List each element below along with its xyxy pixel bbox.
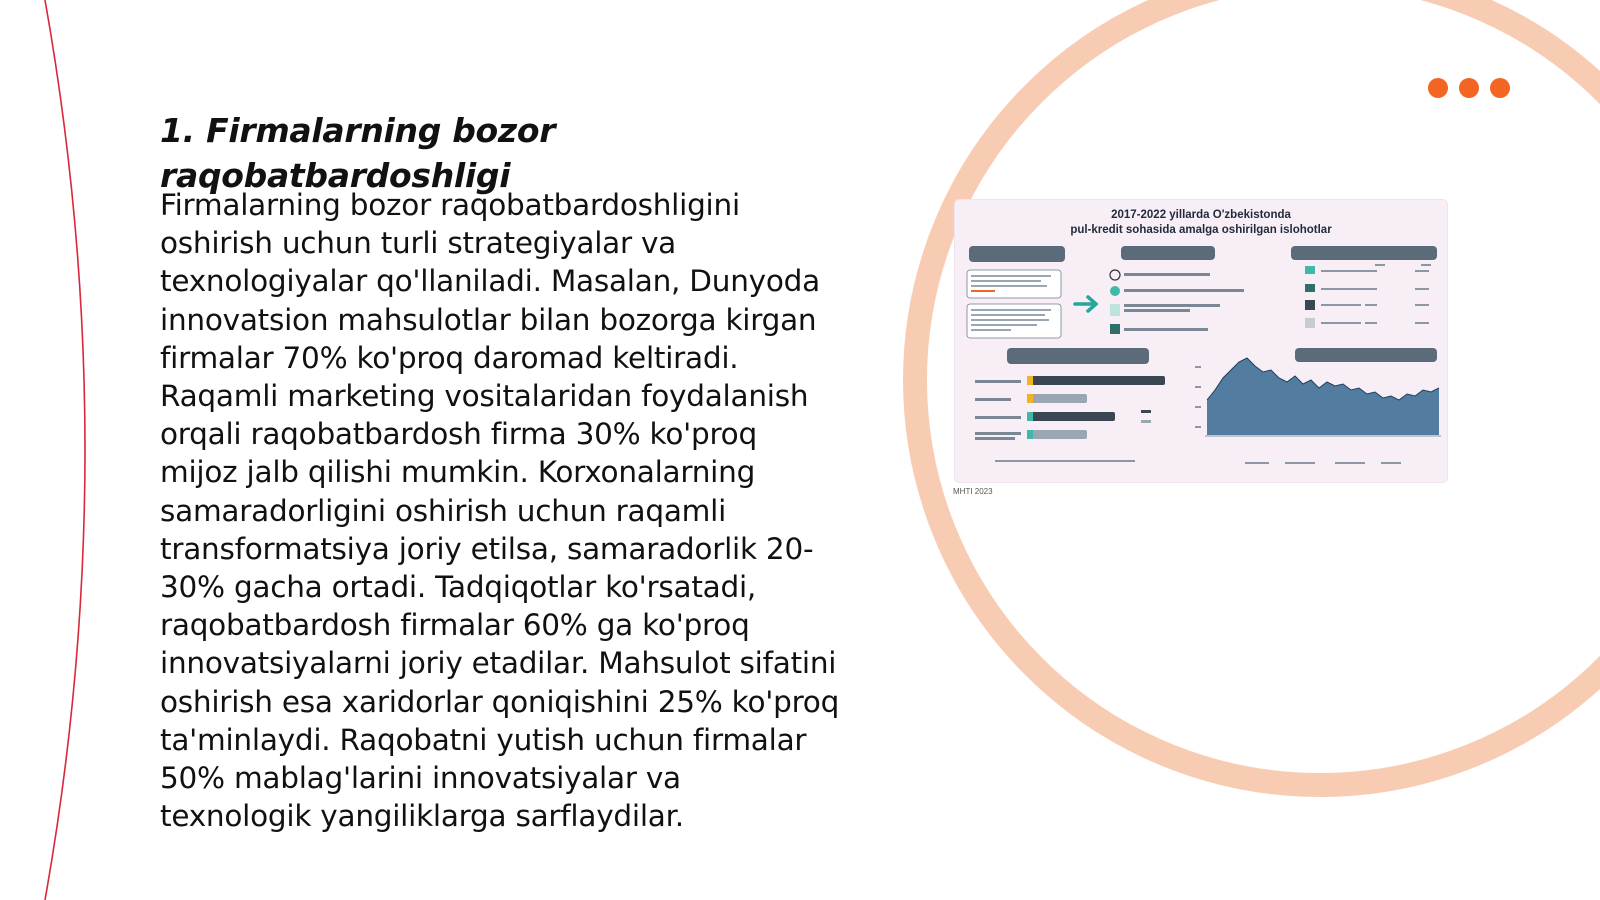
- left-curved-line: [45, 0, 85, 900]
- section-header-right: [1291, 246, 1437, 260]
- slide-title: 1. Firmalarning bozor raqobatbardoshligi: [160, 111, 556, 195]
- slide-body-text: Firmalarning bozor raqobatbardoshligini oshirish uchun turli strategiyalar va texnologiyalar qo'llaniladi. Masalan, Dunyoda innovatsion mahsulotlar bilan bozorga kirgan firmalar 70% ko'proq daromad keltiradi. Raqamli marketing vositalaridan foydalanish orqali raqobatbardosh firma 30% ko'proq mijoz jalb qilishi mumkin. Korxonalarning samaradorligini oshirish uchun raqamli transformatsiya joriy etilsa, samaradorlik 20-30% gacha ortadi. Tadqiqotlar ko'rsatadi, raqobatbardosh firmalar 60% ga ko'proq innovatsiyalarni joriy etadilar. Mahsulot sifatini oshirish esa xaridorlar qoniqishini 25% ko'proq ta'minlaydi. Raqobatni yutish uchun firmalar 50% mablag'larini innovatsiyalar va texnologik yangiliklarga sarflaydilar.: [160, 188, 840, 834]
- bottom-header-right: [1295, 348, 1437, 362]
- infographic-title-line1: 2017-2022 yillarda O'zbekistonda: [1111, 209, 1291, 221]
- teal-arrow-icon: [1075, 297, 1096, 311]
- info-box-1: [967, 270, 1061, 298]
- infographic-title-line2: pul-kredit sohasida amalga oshirilgan islohotlar: [1070, 224, 1332, 236]
- area-chart: [1195, 358, 1441, 464]
- dot-3: [1490, 78, 1510, 98]
- slide-dots-decoration: [1428, 78, 1510, 98]
- section-header-middle: [1121, 246, 1215, 260]
- infographic-graphics: [955, 200, 1447, 482]
- dot-1: [1428, 78, 1448, 98]
- section-header-left: [969, 246, 1065, 262]
- slide-content: [160, 108, 840, 835]
- bottom-header-left: [1007, 348, 1149, 364]
- infographic-image: [955, 200, 1447, 482]
- infographic-footnote: MHTI 2023: [953, 487, 993, 496]
- dot-2: [1459, 78, 1479, 98]
